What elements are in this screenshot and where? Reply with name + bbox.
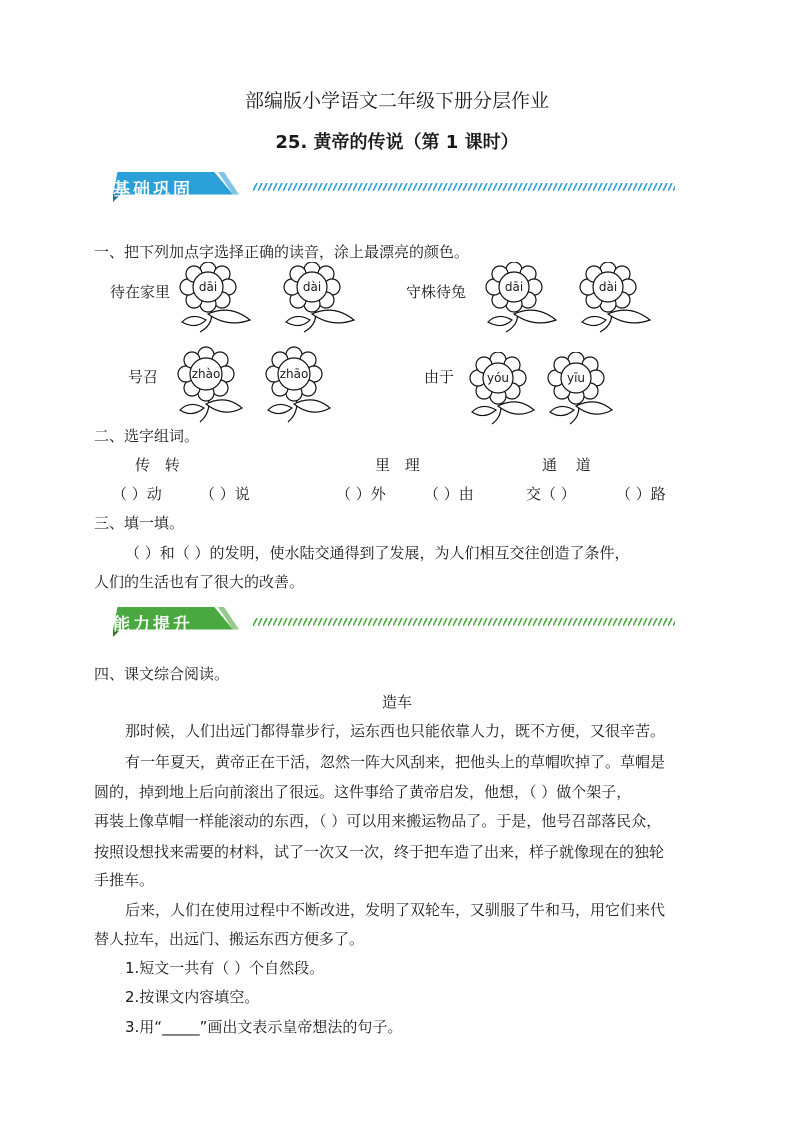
lesson-title: 25. 黄帝的传说（第 1 课时） xyxy=(275,132,519,153)
flower-option[interactable] xyxy=(262,346,332,424)
flower-option[interactable] xyxy=(482,262,562,334)
word-2: 守株待兔 xyxy=(406,283,467,301)
flower-option[interactable] xyxy=(546,352,616,426)
passage-para-2-line-3: 再装上像草帽一样能滚动的东西，（ ）可以用来搬运物品了。于是，他号召部落民众， xyxy=(94,812,662,830)
section-label-basic: 基础巩固 xyxy=(113,180,193,200)
passage-para-2-line-4: 按照设想找来需要的材料，试了一次又一次，终于把车造了出来，样子就像现在的独轮 xyxy=(94,843,665,861)
pinyin-option: yīu xyxy=(566,371,586,385)
flower-option[interactable] xyxy=(174,346,244,424)
word-3: 号召 xyxy=(128,368,159,386)
blank-field[interactable]: 交（ ） xyxy=(526,485,576,503)
blank-field[interactable]: （ ）说 xyxy=(200,485,250,503)
pinyin-option: dāi xyxy=(504,280,524,294)
question-1-prompt: 一、把下列加点字选择正确的读音，涂上最漂亮的颜色。 xyxy=(94,243,470,261)
sub-question-3: 3.用“_____”画出文表示皇帝想法的句子。 xyxy=(125,1018,403,1036)
flower-icon xyxy=(546,352,616,426)
flower-icon xyxy=(174,346,244,424)
flower-icon xyxy=(468,352,538,426)
sub-question-1: 1.短文一共有（ ）个自然段。 xyxy=(125,959,325,977)
passage-para-2-line-1: 有一年夏天，黄帝正在干活，忽然一阵大风刮来，把他头上的草帽吹掉了。草帽是 xyxy=(125,753,666,771)
pinyin-option: zhāo xyxy=(279,367,309,381)
section-banner-advanced xyxy=(93,607,683,647)
passage-para-3-line-1: 后来，人们在使用过程中不断改进，发明了双轮车，又驯服了牛和马，用它们来代 xyxy=(125,901,666,919)
question-3-prompt: 三、填一填。 xyxy=(94,514,185,532)
flower-option[interactable] xyxy=(178,262,258,334)
char-pair-2: 里 理 xyxy=(375,456,420,474)
section-banner-basic xyxy=(93,172,683,212)
blank-field[interactable]: （ ）外 xyxy=(336,485,386,503)
question-3-line-2: 人们的生活也有了很大的改善。 xyxy=(94,573,305,591)
pinyin-option: dài xyxy=(302,280,322,294)
passage-para-2-line-2: 圆的，掉到地上后向前滚出了很远。这件事给了黄帝启发，他想，（ ）做个架子， xyxy=(94,783,632,801)
passage-para-2-line-5: 手推车。 xyxy=(94,871,155,889)
word-4: 由于 xyxy=(424,368,455,386)
flower-option[interactable] xyxy=(468,352,538,426)
sub-question-2: 2.按课文内容填空。 xyxy=(125,988,260,1006)
question-4-prompt: 四、课文综合阅读。 xyxy=(94,665,230,683)
banner-hatch-advanced xyxy=(253,618,675,626)
flower-icon xyxy=(262,346,332,424)
passage-para-3-line-2: 替人拉车，出远门、搬运东西方便多了。 xyxy=(94,930,365,948)
passage-title: 造车 xyxy=(381,693,412,711)
word-1: 待在家里 xyxy=(110,283,171,301)
pinyin-option: yóu xyxy=(486,371,510,385)
flower-icon xyxy=(572,262,652,334)
page-title: 部编版小学语文二年级下册分层作业 xyxy=(244,90,549,112)
char-pair-1: 传 转 xyxy=(135,456,180,474)
char-pair-3: 通 道 xyxy=(542,456,591,474)
flower-icon xyxy=(276,262,356,334)
flower-option[interactable] xyxy=(276,262,356,334)
passage-para-1: 那时候，人们出远门都得靠步行，运东西也只能依靠人力，既不方便，又很辛苦。 xyxy=(125,722,666,740)
blank-field[interactable]: （ ）动 xyxy=(112,485,162,503)
flower-icon xyxy=(178,262,258,334)
banner-hatch-basic xyxy=(253,183,675,191)
flower-icon xyxy=(482,262,562,334)
pinyin-option: dài xyxy=(598,280,618,294)
question-3-line-1: （ ）和（ ）的发明，使水陆交通得到了发展，为人们相互交往创造了条件， xyxy=(125,544,630,562)
blank-field[interactable]: （ ）由 xyxy=(424,485,474,503)
pinyin-option: dāi xyxy=(198,280,218,294)
flower-option[interactable] xyxy=(572,262,652,334)
pinyin-option: zhào xyxy=(191,367,221,381)
blank-field[interactable]: （ ）路 xyxy=(616,485,666,503)
question-2-prompt: 二、选字组词。 xyxy=(94,427,200,445)
section-label-advanced: 能力提升 xyxy=(113,615,193,635)
